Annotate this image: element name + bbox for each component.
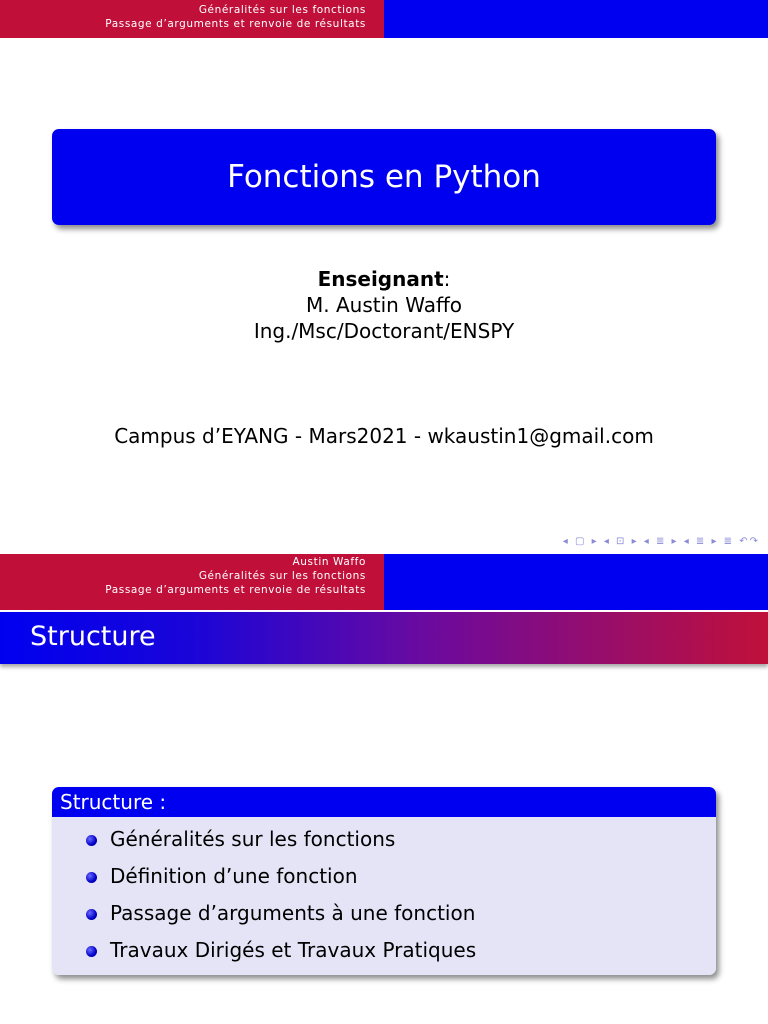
bullet-icon [86,909,97,920]
bullet-icon [86,946,97,957]
headline-section-1[interactable]: Généralités sur les fonctions [198,4,366,16]
author-block [0,266,768,344]
headline-bar [0,554,768,610]
headline-sections [0,0,384,38]
bullet-icon [86,835,97,846]
teacher-label-line [0,266,768,292]
list-item [52,821,716,858]
teacher-colon: : [443,267,451,291]
list-item-text: Passage d’arguments à une fonction [110,901,476,925]
block-body [52,817,716,975]
headline-section-2[interactable]: Passage d’arguments et renvoie de résultats [105,18,366,30]
frame-title: Structure [0,612,768,664]
list-item [52,932,716,969]
presentation-title: Fonctions en Python [52,129,716,225]
list-item [52,858,716,895]
teacher-role: Ing./Msc/Doctorant/ENSPY [253,319,515,343]
bullet-icon [86,872,97,883]
block-title: Structure : [52,787,716,817]
list-item-text: Définition d’une fonction [110,864,358,888]
headline-right-panel [384,554,768,610]
structure-block [52,787,716,975]
beamer-navigation-icons[interactable]: ◂ ▢ ▸ ◂ ⊡ ▸ ◂ ≣ ▸ ◂ ≣ ▸ ≣ ↶↷ [562,536,760,547]
headline-section-2[interactable]: Passage d’arguments et renvoie de résultats [105,584,366,596]
slide-structure [0,554,768,1024]
headline-author: Austin Waffo [292,556,366,568]
list-item-text: Généralités sur les fonctions [110,827,396,851]
headline-section-1[interactable]: Généralités sur les fonctions [198,570,366,582]
list-item [52,895,716,932]
structure-list [52,821,716,969]
headline-right-panel [384,0,768,38]
teacher-label: Enseignant [317,267,444,291]
campus-date-email: Campus d’EYANG - Mars2021 - wkaustin1@gmail.com [114,424,654,448]
headline-sections [0,554,384,610]
teacher-name: M. Austin Waffo [306,293,462,317]
headline-bar [0,0,768,38]
list-item-text: Travaux Dirigés et Travaux Pratiques [110,938,477,962]
